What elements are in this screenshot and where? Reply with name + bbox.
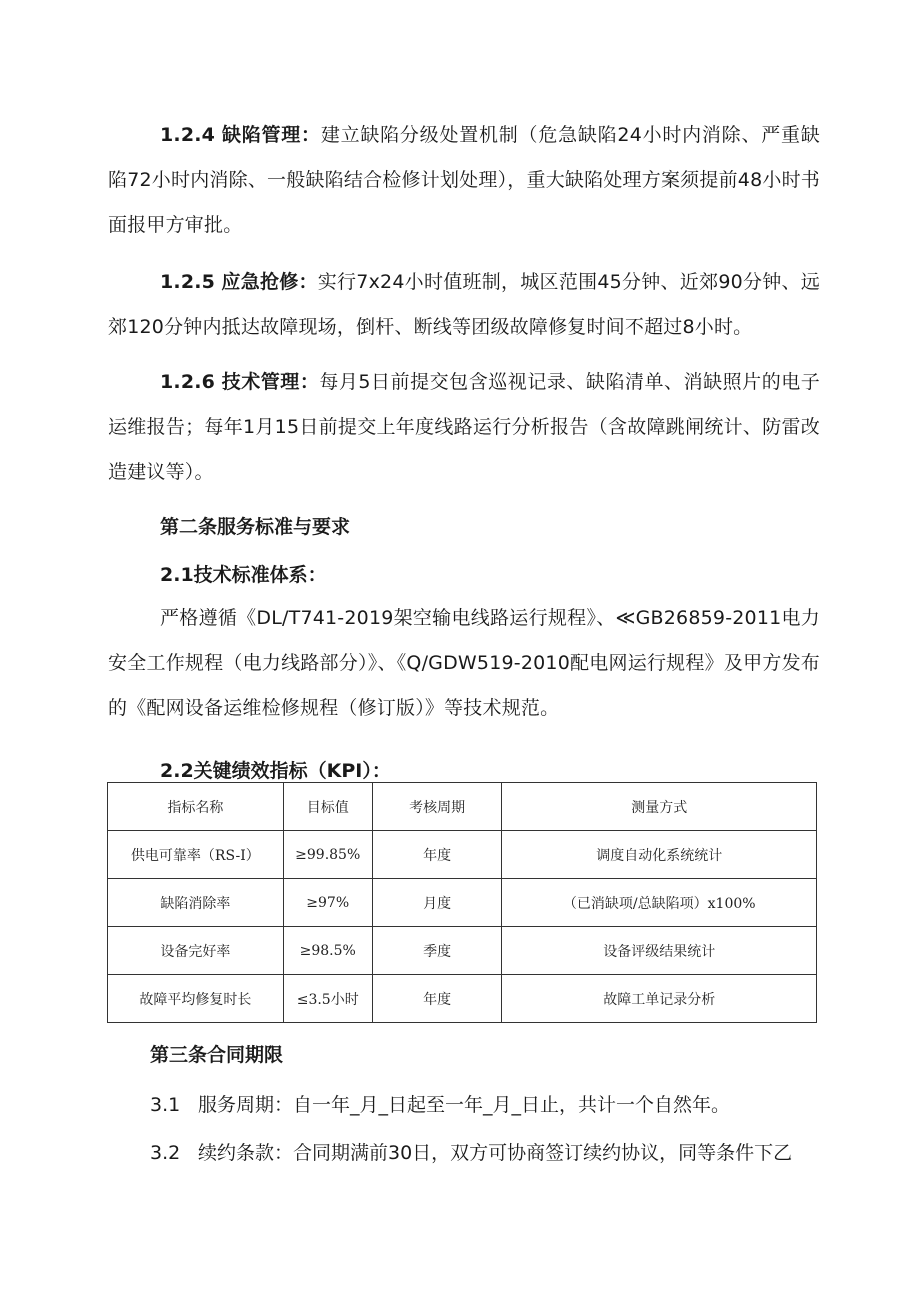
section-number: 1.2.6 (160, 371, 216, 393)
table-row (108, 975, 817, 1023)
section-heading: 技术管理： (221, 371, 320, 393)
article-2-title: 第二条服务标准与要求 (160, 516, 351, 538)
table-cell: ≥97% (283, 879, 372, 927)
section-body: 每月5日前提交包含巡视记录、缺陷清单、消缺照片的电子运维报告；每年1月15日前提交上年度线路运行分析报告（含故障跳闸统计、防雷改造建议等）。 (108, 371, 820, 483)
clause-number: 3.2 (150, 1142, 181, 1164)
column-header: 测量方式 (502, 783, 817, 831)
section-number: 1.2.5 (160, 271, 216, 293)
clause-text: 服务周期：自一年_月_日起至一年_月_日止，共计一个自然年。 (198, 1094, 731, 1116)
column-header: 考核周期 (372, 783, 502, 831)
section-1-2-6 (108, 360, 820, 495)
subsection-2-2-title: 2.2关键绩效指标（KPI）： (160, 760, 391, 782)
table-cell: （已消缺项/总缺陷项）x100% (502, 879, 817, 927)
clause-text: 续约条款：合同期满前30日，双方可协商签订续约协议，同等条件下乙 (198, 1142, 793, 1164)
column-header: 指标名称 (108, 783, 284, 831)
table-cell: 设备评级结果统计 (502, 927, 817, 975)
article-3-title: 第三条合同期限 (150, 1044, 284, 1066)
table-row (108, 879, 817, 927)
table-cell: 故障工单记录分析 (502, 975, 817, 1023)
clause-3-1 (150, 1090, 730, 1120)
table-cell: 年度 (372, 975, 502, 1023)
section-body: 建立缺陷分级处置机制（危急缺陷24小时内消除、严重缺陷72小时内消除、一般缺陷结合检修计划处理），重大缺陷处理方案须提前48小时书面报甲方审批。 (108, 124, 820, 236)
table-header-row (108, 783, 817, 831)
section-body: 实行7x24小时值班制，城区范围45分钟、近郊90分钟、远郊120分钟内抵达故障现场，倒杆、断线等团级故障修复时间不超过8小时。 (108, 271, 820, 338)
table-cell: 故障平均修复时长 (108, 975, 284, 1023)
table-cell: 设备完好率 (108, 927, 284, 975)
section-1-2-4 (108, 113, 820, 248)
table-cell: ≥99.85% (283, 831, 372, 879)
table-cell: 调度自动化系统统计 (502, 831, 817, 879)
table-cell: 季度 (372, 927, 502, 975)
section-number: 1.2.4 (160, 124, 216, 146)
table-cell: ≤3.5小时 (283, 975, 372, 1023)
table-cell: 供电可靠率（RS-I） (108, 831, 284, 879)
section-heading: 应急抢修： (221, 271, 318, 293)
table-row (108, 927, 817, 975)
table-cell: 年度 (372, 831, 502, 879)
section-1-2-5 (108, 260, 820, 350)
kpi-table (107, 782, 817, 1023)
table-row (108, 831, 817, 879)
subsection-2-1-body: 严格遵循《DL/T741-2019架空输电线路运行规程》、≪GB26859-2011电力安全工作规程（电力线路部分）》、《Q/GDW519-2010配电网运行规程》及甲方发布的《配网设备运维检修规程（修订版）》等技术规范。 (108, 607, 820, 719)
table-cell: 缺陷消除率 (108, 879, 284, 927)
table-cell: 月度 (372, 879, 502, 927)
clause-3-2 (150, 1138, 792, 1168)
table-cell: ≥98.5% (283, 927, 372, 975)
clause-number: 3.1 (150, 1094, 181, 1116)
subsection-2-1-title: 2.1技术标准体系： (160, 564, 327, 586)
section-heading: 缺陷管理： (221, 124, 321, 146)
column-header: 目标值 (283, 783, 372, 831)
